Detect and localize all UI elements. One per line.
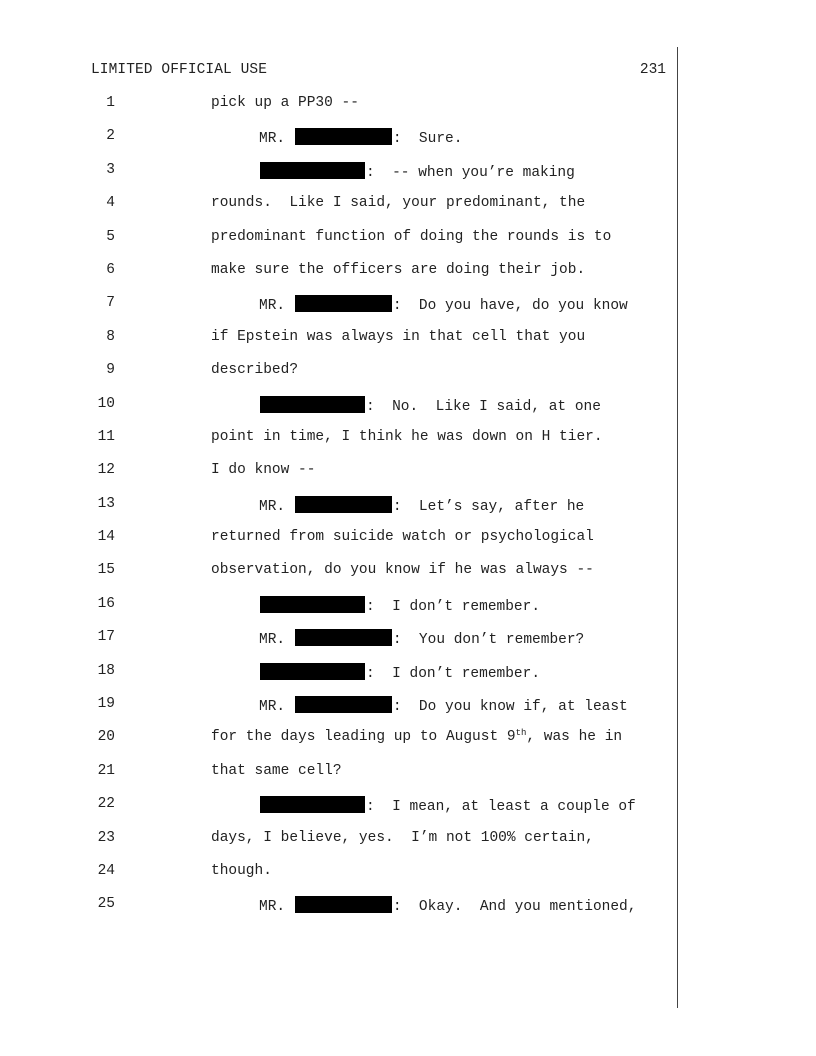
redaction-box xyxy=(295,496,392,513)
utterance: : You don’t remember? xyxy=(392,632,585,649)
line-number: 25 xyxy=(97,896,115,913)
transcript-line-1 xyxy=(0,95,816,128)
transcript-line-8 xyxy=(0,329,816,362)
line-text xyxy=(259,396,601,415)
line-text: point in time, I think he was down on H tier. xyxy=(211,428,603,445)
line-number: 24 xyxy=(97,862,115,879)
transcript-line-13 xyxy=(0,496,816,529)
line-text xyxy=(259,629,584,648)
speaker-title: MR. xyxy=(259,498,286,515)
utterance: : Sure. xyxy=(392,131,463,148)
line-number: 5 xyxy=(106,228,115,245)
line-text: pick up a PP30 -- xyxy=(211,95,359,111)
transcript-line-20 xyxy=(0,729,816,762)
transcript-line-10 xyxy=(0,396,816,429)
redaction-box xyxy=(260,663,365,680)
line-text xyxy=(259,295,628,314)
line-text xyxy=(259,162,575,181)
speaker-title: MR. xyxy=(259,899,286,916)
transcript-line-17 xyxy=(0,629,816,662)
utterance: : -- when you’re making xyxy=(366,164,575,181)
line-text xyxy=(259,128,462,147)
line-number: 7 xyxy=(106,295,115,312)
transcript-line-14 xyxy=(0,529,816,562)
line-text: that same cell? xyxy=(211,762,342,779)
classification-header: LIMITED OFFICIAL USE xyxy=(91,62,268,78)
utterance: for the days leading up to August 9 xyxy=(211,729,516,746)
line-text: observation, do you know if he was always -- xyxy=(211,562,594,579)
redaction-box xyxy=(295,696,392,713)
line-text xyxy=(259,663,540,682)
redaction-box xyxy=(260,796,365,813)
line-number: 8 xyxy=(106,328,115,345)
transcript-line-24 xyxy=(0,863,816,896)
speaker-title: MR. xyxy=(259,131,286,148)
transcript-line-5 xyxy=(0,229,816,262)
line-text xyxy=(259,896,636,915)
line-text: described? xyxy=(211,362,299,379)
transcript-line-18 xyxy=(0,663,816,696)
redaction-box xyxy=(260,396,365,413)
page-number: 231 xyxy=(639,62,666,78)
transcript-line-3 xyxy=(0,162,816,195)
transcript-line-15 xyxy=(0,562,816,595)
transcript-line-2 xyxy=(0,128,816,161)
line-text: returned from suicide watch or psychological xyxy=(211,529,594,546)
transcript-line-9 xyxy=(0,362,816,395)
line-number: 19 xyxy=(97,696,115,713)
line-text xyxy=(259,496,584,515)
transcript-line-22 xyxy=(0,796,816,829)
transcript-body xyxy=(0,95,816,930)
transcript-line-4 xyxy=(0,195,816,228)
utterance: : Do you have, do you know xyxy=(392,298,628,315)
line-number: 20 xyxy=(97,729,115,746)
utterance: : Let’s say, after he xyxy=(392,498,585,515)
utterance-continued: , was he in xyxy=(526,729,623,746)
line-text: make sure the officers are doing their job. xyxy=(211,261,586,278)
line-number: 10 xyxy=(97,395,115,412)
line-number: 2 xyxy=(106,128,115,145)
line-text: though. xyxy=(211,862,272,879)
line-text: if Epstein was always in that cell that you xyxy=(211,328,586,345)
line-number: 3 xyxy=(106,161,115,178)
redaction-box xyxy=(295,128,392,145)
line-text: predominant function of doing the rounds is to xyxy=(211,228,612,245)
line-text xyxy=(259,596,540,615)
line-number: 17 xyxy=(97,629,115,646)
utterance: : Do you know if, at least xyxy=(392,699,628,716)
ordinal-superscript: th xyxy=(515,728,527,739)
utterance: : Okay. And you mentioned, xyxy=(392,899,637,916)
redaction-box xyxy=(295,629,392,646)
line-number: 21 xyxy=(97,762,115,779)
transcript-line-11 xyxy=(0,429,816,462)
line-number: 4 xyxy=(106,195,115,212)
line-number: 18 xyxy=(97,662,115,679)
transcript-line-16 xyxy=(0,596,816,629)
line-text xyxy=(211,729,622,745)
line-number: 14 xyxy=(97,529,115,546)
line-number: 22 xyxy=(97,796,115,813)
speaker-title: MR. xyxy=(259,699,286,716)
transcript-line-7 xyxy=(0,295,816,328)
line-text: I do know -- xyxy=(211,462,316,479)
utterance: : I don’t remember. xyxy=(366,598,541,615)
line-number: 23 xyxy=(97,829,115,846)
redaction-box xyxy=(295,295,392,312)
line-number: 13 xyxy=(97,495,115,512)
redaction-box xyxy=(260,162,365,179)
line-text xyxy=(259,696,628,715)
line-number: 6 xyxy=(106,261,115,278)
utterance: : I mean, at least a couple of xyxy=(366,799,636,816)
line-number: 1 xyxy=(106,95,115,111)
transcript-line-25 xyxy=(0,896,816,929)
transcript-line-23 xyxy=(0,830,816,863)
transcript-line-12 xyxy=(0,462,816,495)
speaker-title: MR. xyxy=(259,632,286,649)
line-number: 9 xyxy=(106,362,115,379)
utterance: : I don’t remember. xyxy=(366,665,541,682)
utterance: : No. Like I said, at one xyxy=(366,398,601,415)
transcript-line-6 xyxy=(0,262,816,295)
line-number: 11 xyxy=(97,428,115,445)
line-text: rounds. Like I said, your predominant, the xyxy=(211,195,586,212)
line-number: 15 xyxy=(97,562,115,579)
redaction-box xyxy=(295,896,392,913)
line-text: days, I believe, yes. I’m not 100% certain, xyxy=(211,829,594,846)
line-number: 16 xyxy=(97,595,115,612)
transcript-line-21 xyxy=(0,763,816,796)
redaction-box xyxy=(260,596,365,613)
transcript-line-19 xyxy=(0,696,816,729)
speaker-title: MR. xyxy=(259,298,286,315)
line-number: 12 xyxy=(97,462,115,479)
line-text xyxy=(259,796,636,815)
